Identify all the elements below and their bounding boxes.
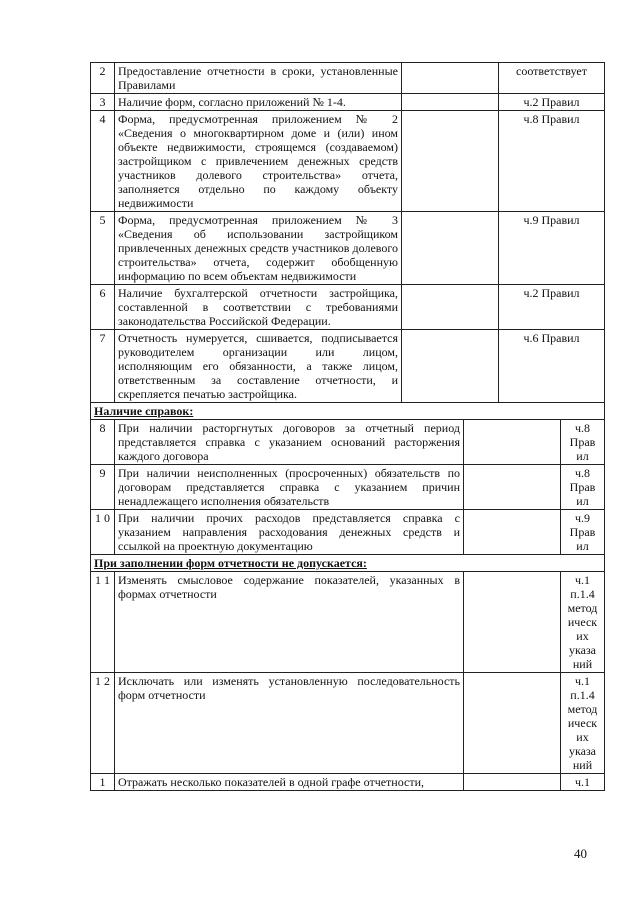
row-number: 5: [91, 212, 115, 285]
row-text: При наличии прочих расходов представляется справка с указанием направления расходования денежных средств и ссылкой на проектную документацию: [115, 510, 464, 555]
table-row: [91, 420, 605, 465]
row-text: При наличии неисполненных (просроченных) обязательств по договорам представляется справка с указанием причин ненадлежащего исполнения обязательств: [115, 465, 464, 510]
row-text: Отражать несколько показателей в одной графе отчетности,: [115, 774, 464, 791]
row-number: 9: [91, 465, 115, 510]
row-reference: ч.8 Правил: [499, 111, 605, 212]
page-number: 40: [574, 846, 587, 861]
row-reference: соответствует: [499, 63, 605, 94]
row-reference: ч.9 Правил: [499, 212, 605, 285]
empty-cell: [464, 572, 561, 673]
table-row: [91, 63, 605, 94]
row-number: 1 1: [91, 572, 115, 673]
row-reference: ч.9 Прав ил: [561, 510, 605, 555]
row-number: 3: [91, 94, 115, 111]
row-text: Отчетность нумеруется, сшивается, подписывается руководителем организации или лицом, исполняющим его обязанности, а также лицом, ответственным за составление отчетности, и скрепляется печатью застройщика.: [115, 330, 402, 403]
row-reference: ч.1 п.1.4 метод ическ их указа ний: [561, 673, 605, 774]
row-text: Форма, предусмотренная приложением № 2 «Сведения о многоквартирном доме и (или) ином объекте недвижимости, строящемся (создаваемом) застройщиком с привлечением денежных средств участников долевого строительства» отчета, заполняется отдельно по каждому объекту недвижимости: [115, 111, 402, 212]
empty-cell: [402, 63, 499, 94]
table-row: [91, 673, 605, 774]
row-text: Исключать или изменять установленную последовательность форм отчетности: [115, 673, 464, 774]
table-row: [91, 94, 605, 111]
empty-cell: [464, 420, 561, 465]
table-row: [91, 212, 605, 285]
empty-cell: [464, 673, 561, 774]
empty-cell: [402, 94, 499, 111]
section-forbidden-title: При заполнении форм отчетности не допускается:: [91, 555, 605, 572]
row-reference: ч.2 Правил: [499, 94, 605, 111]
row-reference: ч.8 Прав ил: [561, 465, 605, 510]
section-header-row: [91, 403, 605, 420]
row-number: 1 0: [91, 510, 115, 555]
table-row: [91, 774, 605, 791]
row-number: 7: [91, 330, 115, 403]
row-number: 8: [91, 420, 115, 465]
empty-cell: [402, 212, 499, 285]
row-number: 2: [91, 63, 115, 94]
table-row: [91, 465, 605, 510]
row-number: 1 2: [91, 673, 115, 774]
requirements-table: [90, 62, 605, 791]
row-reference: ч.2 Правил: [499, 285, 605, 330]
empty-cell: [464, 774, 561, 791]
row-number: 6: [91, 285, 115, 330]
row-text: Наличие форм, согласно приложений № 1-4.: [115, 94, 402, 111]
table-row: [91, 111, 605, 212]
table-row: [91, 285, 605, 330]
table-row: [91, 510, 605, 555]
empty-cell: [464, 465, 561, 510]
table-row: [91, 572, 605, 673]
row-reference: ч.6 Правил: [499, 330, 605, 403]
table-row: [91, 330, 605, 403]
section-header-row: [91, 555, 605, 572]
row-text: Изменять смысловое содержание показателей, указанных в формах отчетности: [115, 572, 464, 673]
section-certificates-title: Наличие справок:: [91, 403, 605, 420]
row-reference: ч.8 Прав ил: [561, 420, 605, 465]
row-text: Форма, предусмотренная приложением № 3 «Сведения об использовании застройщиком привлеченных денежных средств участников долевого строительства» отчета, содержит обобщенную информацию по всем объектам недвижимости: [115, 212, 402, 285]
row-text: При наличии расторгнутых договоров за отчетный период представляется справка с указанием оснований расторжения каждого договора: [115, 420, 464, 465]
empty-cell: [402, 111, 499, 212]
row-text: Предоставление отчетности в сроки, установленные Правилами: [115, 63, 402, 94]
empty-cell: [402, 330, 499, 403]
row-reference: ч.1: [561, 774, 605, 791]
row-text: Наличие бухгалтерской отчетности застройщика, составленной в соответствии с требованиями законодательства Российской Федерации.: [115, 285, 402, 330]
empty-cell: [464, 510, 561, 555]
empty-cell: [402, 285, 499, 330]
row-number: 4: [91, 111, 115, 212]
row-number: 1: [91, 774, 115, 791]
row-reference: ч.1 п.1.4 метод ическ их указа ний: [561, 572, 605, 673]
